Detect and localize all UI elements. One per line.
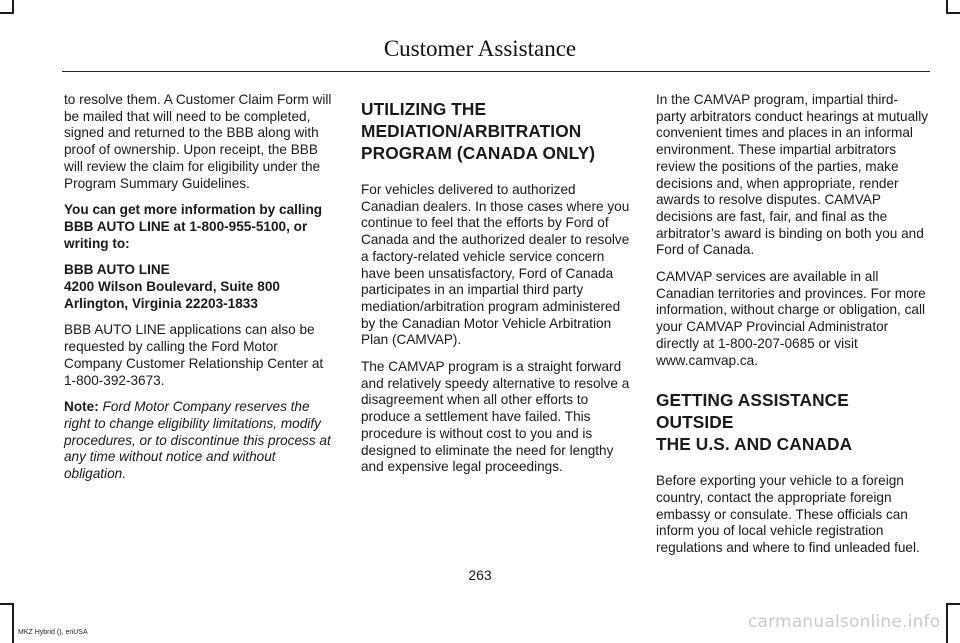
note-label: Note: bbox=[64, 399, 99, 415]
paragraph: BBB AUTO LINE applications can also be requested by calling the Ford Motor Company Customer Relationship Center at 1-800-392-3673. bbox=[64, 322, 324, 388]
paragraph: For vehicles delivered to authorized Canadian dealers. In those cases where you continue to feel that the efforts by Ford of Canada and the authorized dealer to resolve a factory-related vehicle service concern have been unsatisfactory, Ford of Canada participates in an impartial third party mediation/arbitration program administered by the Canadian Motor Vehicle Arbitration Plan (CAMVAP). bbox=[361, 182, 630, 348]
crop-mark-right-vertical bbox=[946, 603, 948, 643]
page-number: 263 bbox=[468, 567, 492, 583]
column-middle bbox=[361, 92, 633, 486]
column-right bbox=[656, 92, 928, 567]
crop-mark-right-horizontal bbox=[946, 603, 960, 605]
paragraph: to resolve them. A Customer Claim Form will be mailed that will need to be completed, signed and returned to the BBB along with proof of ownership. Upon receipt, the BBB will review the claim for eligibility under the Program Summary Guidelines. bbox=[64, 92, 332, 191]
header-divider bbox=[62, 71, 930, 72]
address-line: Arlington, Virginia 22203-1833 bbox=[64, 295, 258, 311]
watermark-text: carmanualsonline.info bbox=[748, 612, 941, 632]
address-line: BBB AUTO LINE bbox=[64, 262, 170, 278]
crop-mark-top-right-h bbox=[946, 12, 960, 14]
crop-mark-left-horizontal bbox=[0, 603, 14, 605]
paragraph: CAMVAP services are available in all Canadian territories and provinces. For more information, without charge or obligation, call your CAMVAP Provincial Administrator directly at 1-800-207-0685 or visit www.camvap.ca. bbox=[656, 269, 926, 368]
section-heading-outside-us-canada: GETTING ASSISTANCE OUTSIDE THE U.S. AND CANADA bbox=[656, 390, 853, 455]
note-paragraph bbox=[64, 399, 339, 483]
paragraph: Before exporting your vehicle to a foreign country, contact the appropriate foreign embassy or consulate. These officials can inform you of local vehicle registration regulations and where to find unleaded fuel. bbox=[656, 473, 920, 556]
section-heading-canada-arbitration: UTILIZING THE MEDIATION/ARBITRATION PROGRAM (CANADA ONLY) bbox=[361, 99, 596, 163]
column-left bbox=[64, 92, 339, 493]
contact-info-paragraph: You can get more information by calling BBB AUTO LINE at 1-800-955-5100, or writing to: bbox=[64, 202, 323, 251]
crop-mark-top-left-h bbox=[0, 12, 14, 14]
mailing-address bbox=[64, 262, 339, 312]
page-header-title: Customer Assistance bbox=[383, 36, 577, 61]
crop-mark-left-vertical bbox=[12, 603, 14, 643]
paragraph: In the CAMVAP program, impartial third-party arbitrators conduct hearings at mutually convenient times and places in an informal environment. These impartial arbitrators review the positions of the parties, make decisions and, when appropriate, render awards to resolve disputes. CAMVAP decisions are fast, fair, and final as the arbitrator’s award is binding on both you and Ford of Canada. bbox=[656, 92, 929, 258]
note-text: Ford Motor Company reserves the right to change eligibility limitations, modify procedures, or to discontinue this process at any time without notice and without obligation. bbox=[64, 399, 331, 482]
address-line: 4200 Wilson Boulevard, Suite 800 bbox=[64, 279, 280, 295]
paragraph: The CAMVAP program is a straight forward and relatively speedy alternative to resolve a disagreement when all other efforts to produce a settlement have failed. This procedure is without cost to you and is designed to eliminate the need for lengthy and expensive legal proceedings. bbox=[361, 359, 630, 475]
document-id: MKZ Hybrid (), enUSA bbox=[18, 629, 88, 636]
